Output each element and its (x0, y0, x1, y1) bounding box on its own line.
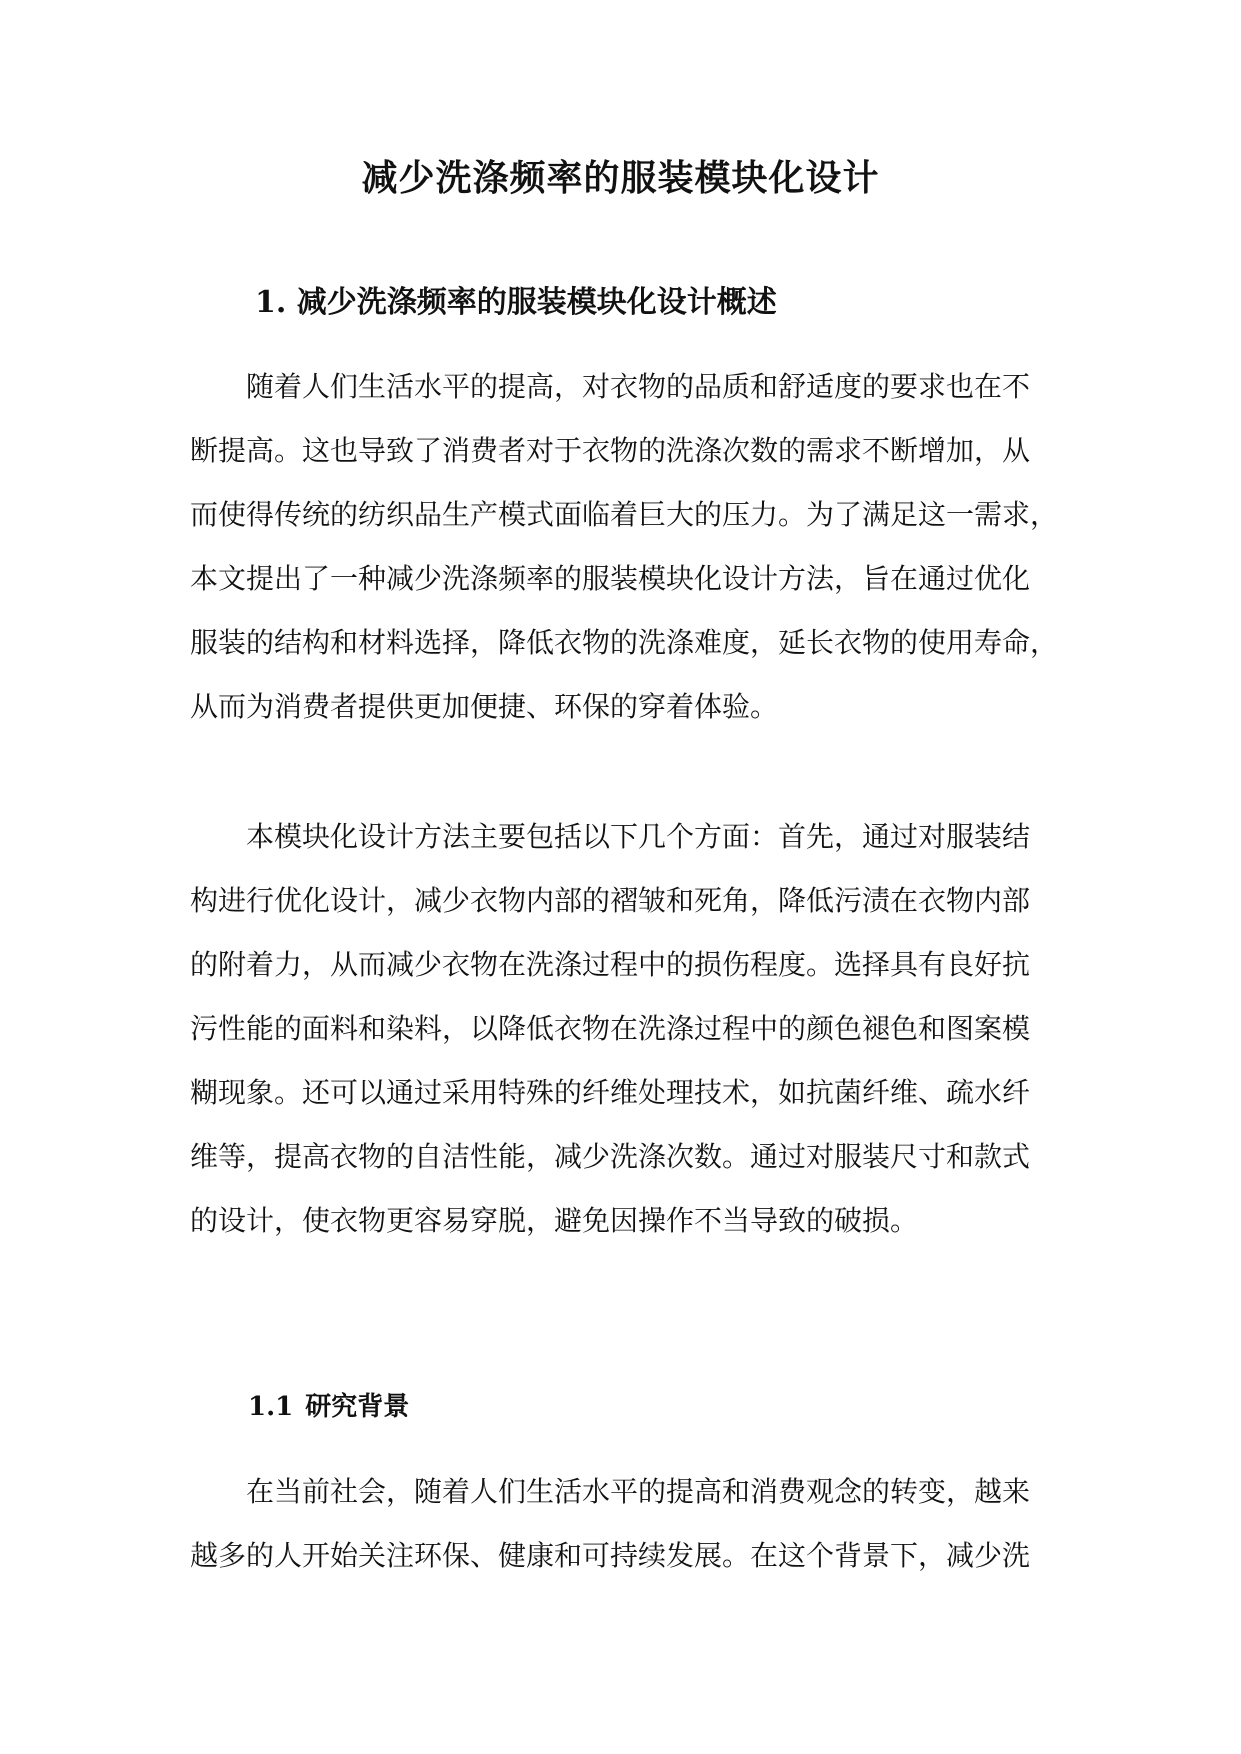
paragraph-line: 而使得传统的纺织品生产模式面临着巨大的压力。为了满足这一需求， (190, 498, 1059, 531)
paragraph-line: 在当前社会，随着人们生活水平的提高和消费观念的转变，越来 (246, 1475, 1031, 1508)
paragraph-line: 的设计，使衣物更容易穿脱，避免因操作不当导致的破损。 (190, 1204, 919, 1237)
section-1-heading: 1. 减少洗涤频率的服装模块化设计概述 (255, 285, 777, 320)
section-1-1-paragraph-1 (190, 1460, 1050, 1588)
paragraph-line: 断提高。这也导致了消费者对于衣物的洗涤次数的需求不断增加，从 (190, 434, 1031, 467)
paragraph-line: 服装的结构和材料选择，降低衣物的洗涤难度，延长衣物的使用寿命， (190, 626, 1059, 659)
paragraph-line: 从而为消费者提供更加便捷、环保的穿着体验。 (190, 690, 779, 723)
paragraph-line: 糊现象。还可以通过采用特殊的纤维处理技术，如抗菌纤维、疏水纤 (190, 1076, 1031, 1109)
paragraph-line: 随着人们生活水平的提高，对衣物的品质和舒适度的要求也在不 (246, 370, 1031, 403)
paragraph-line: 本文提出了一种减少洗涤频率的服装模块化设计方法，旨在通过优化 (190, 562, 1031, 595)
section-number: 1.1 (248, 1392, 294, 1422)
paragraph-line: 越多的人开始关注环保、健康和可持续发展。在这个背景下，减少洗 (190, 1539, 1031, 1572)
section-1-paragraph-2 (190, 805, 1050, 1253)
section-title: 研究背景 (305, 1392, 410, 1422)
paragraph-line: 本模块化设计方法主要包括以下几个方面：首先，通过对服装结 (246, 820, 1031, 853)
paragraph-line: 污性能的面料和染料，以降低衣物在洗涤过程中的颜色褪色和图案模 (190, 1012, 1031, 1045)
paragraph-line: 维等，提高衣物的自洁性能，减少洗涤次数。通过对服装尺寸和款式 (190, 1140, 1031, 1173)
section-1-1-heading (248, 1380, 409, 1434)
document-title: 减少洗涤频率的服装模块化设计 (361, 157, 880, 199)
paragraph-line: 构进行优化设计，减少衣物内部的褶皱和死角，降低污渍在衣物内部 (190, 884, 1031, 917)
section-1-paragraph-1 (190, 355, 1059, 739)
paragraph-line: 的附着力，从而减少衣物在洗涤过程中的损伤程度。选择具有良好抗 (190, 948, 1031, 981)
